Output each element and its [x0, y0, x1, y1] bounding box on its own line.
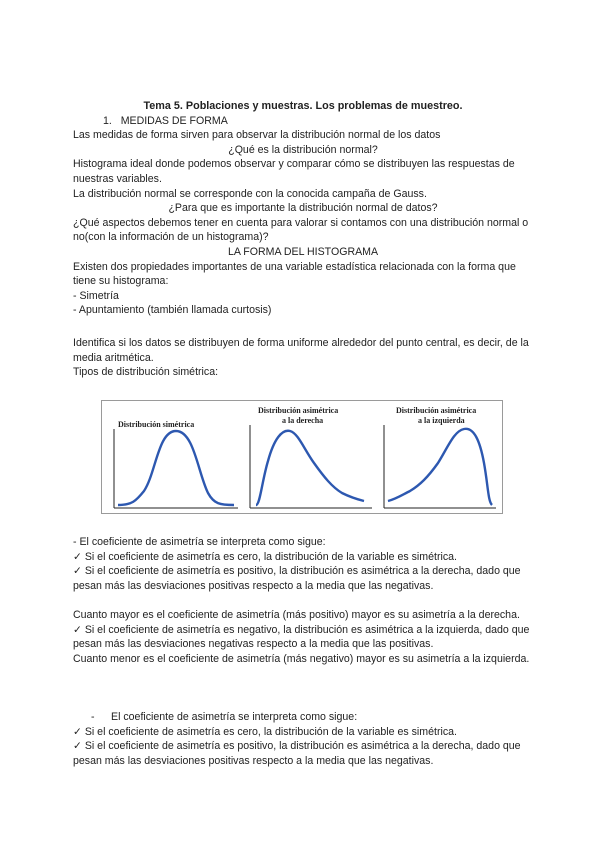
property-kurtosis: - Apuntamiento (también llamada curtosis) — [73, 304, 272, 317]
coefficient-block-3 — [73, 710, 533, 768]
coefficient-block — [73, 535, 533, 593]
question-normal: ¿Qué es la distribución normal? — [228, 143, 378, 156]
types-label: Tipos de distribución simétrica: — [73, 366, 219, 379]
section-heading-histogram: LA FORMA DEL HISTOGRAMA — [227, 245, 379, 258]
coefficient-zero: ✓ Si el coeficiente de asimetría es cero, la distribución de la variable es simétrica. — [73, 550, 457, 563]
coefficient-zero-2: ✓ Si el coeficiente de asimetría es cero, la distribución de la variable es simétrica. — [73, 725, 457, 738]
answer-gauss: La distribución normal se corresponde con la conocida campaña de Gauss. — [73, 187, 427, 200]
coefficient-intro-2 — [73, 710, 533, 725]
label-right-line1: Distribución asimétrica — [258, 406, 339, 415]
section-label: MEDIDAS DE FORMA — [120, 114, 228, 127]
curve-left-skewed — [388, 429, 492, 505]
question-aspects: ¿Qué aspectos debemos tener en cuenta para valorar si contamos con una distribución normal o no(con la información de un histograma)? — [73, 216, 529, 244]
label-symmetric: Distribución simétrica — [118, 420, 195, 429]
question-importance: ¿Para que es importante la distribución normal de datos? — [168, 202, 438, 215]
coefficient-intro: - El coeficiente de asimetría se interpreta como sigue: — [73, 536, 326, 548]
section-heading — [73, 114, 533, 129]
label-right-line2: a la derecha — [282, 416, 324, 425]
top-block — [73, 99, 533, 318]
greater-positive: Cuanto mayor es el coeficiente de asimetría (más positivo) mayor es su asimetría a la derecha. — [73, 609, 520, 621]
lesser-negative: Cuanto menor es el coeficiente de asimetría (más negativo) mayor es su asimetría a la izquierda. — [73, 652, 530, 665]
symmetry-block — [73, 336, 533, 380]
answer-histogram: Histograma ideal donde podemos observar y comparar cómo se distribuyen las respuestas de nuestras variables. — [73, 158, 515, 185]
coefficient-positive: ✓ Si el coeficiente de asimetría es positivo, la distribución es asimétrica a la derecha, dado que pesan más las desviaciones positivas respecto a la media que las negativas. — [73, 565, 521, 592]
coefficient-positive-2: ✓ Si el coeficiente de asimetría es positivo, la distribución es asimétrica a la derecha, dado que pesan más las desviaciones positivas respecto a la media que las negativas. — [73, 740, 521, 767]
symmetry-definition: Identifica si los datos se distribuyen de forma uniforme alrededor del punto central, es decir, de la media aritmética. — [73, 337, 529, 364]
label-left-line1: Distribución asimétrica — [396, 406, 477, 415]
distribution-figure — [101, 400, 503, 514]
curve-symmetric — [118, 431, 234, 505]
coefficient-block-2 — [73, 608, 533, 666]
coefficient-negative: ✓ Si el coeficiente de asimetría es negativo, la distribución es asimétrica a la izquierda, dado que pesan más las desviaciones negativas respecto a la media que las positivas. — [73, 623, 530, 651]
intro-text: Las medidas de forma sirven para observar la distribución normal de los datos — [73, 129, 441, 142]
dash-bullet: - — [91, 711, 95, 723]
distribution-curves — [102, 401, 502, 513]
properties-intro: Existen dos propiedades importantes de una variable estadística relacionada con la forma que tiene su histograma: — [73, 260, 516, 288]
section-number: 1. — [103, 114, 112, 127]
label-left-line2: a la izquierda — [418, 416, 465, 425]
curve-right-skewed — [256, 431, 364, 505]
page-title: Tema 5. Poblaciones y muestras. Los problemas de muestreo. — [143, 100, 463, 112]
property-symmetry: - Simetría — [73, 289, 119, 302]
coefficient-intro-2-text: El coeficiente de asimetría se interpreta como sigue: — [111, 711, 358, 723]
